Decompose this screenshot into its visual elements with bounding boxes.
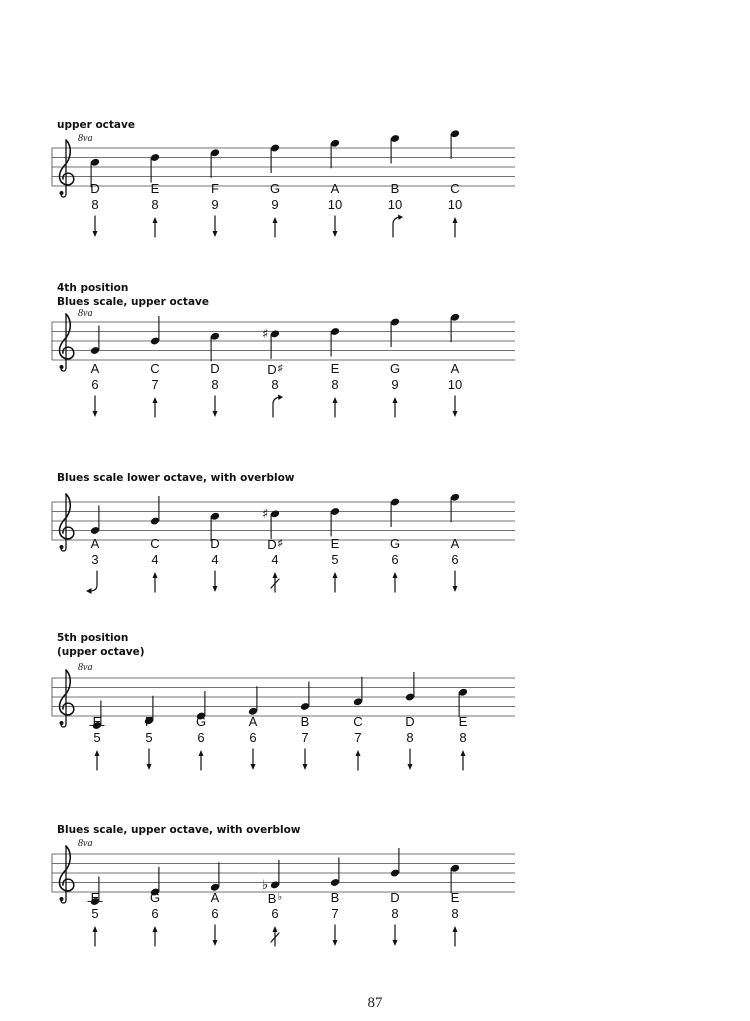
hole-number: 10 — [327, 197, 343, 212]
section-heading: 4th position — [57, 282, 129, 294]
note-letter: B — [330, 890, 340, 905]
hole-number-row — [0, 552, 750, 568]
note-letter: A — [90, 536, 100, 551]
hole-number: 6 — [249, 730, 257, 745]
note-head — [262, 860, 280, 893]
note-letter: G — [269, 181, 281, 196]
note-name — [140, 181, 170, 197]
note-letter: A — [248, 714, 258, 729]
draw-arrow-icon — [83, 214, 107, 240]
note-head — [150, 316, 160, 346]
hole-number: 6 — [151, 906, 159, 921]
note-letter: E — [92, 714, 102, 729]
note-name — [440, 181, 470, 197]
note-letter: A — [450, 361, 460, 376]
blow-arrow-icon — [143, 569, 167, 595]
note-name — [380, 361, 410, 377]
note-letter: E — [458, 714, 468, 729]
draw-arrow-icon — [83, 394, 107, 420]
draw-arrow-icon — [137, 747, 161, 773]
note-letter: D — [405, 714, 415, 729]
hole-number: 10 — [387, 197, 403, 212]
note-name — [260, 890, 290, 907]
note-letter: D — [390, 890, 400, 905]
hole-number: 5 — [93, 730, 101, 745]
note-letter: A — [450, 536, 460, 551]
note-name — [343, 714, 373, 730]
note-name — [380, 890, 410, 906]
hole-number: 8 — [211, 377, 219, 392]
note-letter: B — [267, 891, 277, 906]
hole-number: 8 — [451, 906, 459, 921]
note-head — [390, 497, 400, 527]
hole-number: 6 — [391, 552, 399, 567]
draw-arrow-icon — [398, 747, 422, 773]
note-name-row — [0, 714, 750, 730]
note-name — [80, 890, 110, 906]
note-accidental: ♭ — [277, 892, 283, 903]
note-letter: G — [149, 890, 161, 905]
note-name — [440, 890, 470, 906]
hole-number: 8 — [406, 730, 414, 745]
draw-arrow-icon — [203, 214, 227, 240]
hole-number: 4 — [271, 552, 279, 567]
note-head — [390, 317, 400, 347]
hole-number: 8 — [151, 197, 159, 212]
note-name — [200, 361, 230, 377]
note-head — [248, 686, 258, 716]
section-heading: Blues scale, upper octave, with overblow — [57, 824, 301, 836]
blow-arrow-icon — [443, 923, 467, 949]
note-head — [450, 864, 460, 894]
ottava-mark: 8va — [78, 662, 93, 673]
hole-number: 7 — [331, 906, 339, 921]
note-name — [320, 181, 350, 197]
note-name — [440, 361, 470, 377]
blow-arrow-icon — [143, 214, 167, 240]
hole-number: 9 — [211, 197, 219, 212]
note-letter: A — [90, 361, 100, 376]
blow-bend-arrow-icon — [383, 214, 407, 240]
note-name — [260, 361, 290, 378]
blow-arrow-icon — [83, 923, 107, 949]
note-head — [390, 134, 400, 164]
hole-number: 7 — [354, 730, 362, 745]
note-head — [150, 496, 160, 526]
note-name — [380, 536, 410, 552]
note-head — [90, 506, 100, 536]
note-name — [200, 181, 230, 197]
hole-number: 8 — [459, 730, 467, 745]
section-heading: Blues scale lower octave, with overblow — [57, 472, 295, 484]
note-name — [140, 536, 170, 552]
hole-number: 10 — [447, 377, 463, 392]
note-name — [320, 536, 350, 552]
hole-number: 5 — [145, 730, 153, 745]
note-accidental: ♯ — [277, 363, 283, 374]
hole-number: 7 — [151, 377, 159, 392]
blow-arrow-icon — [263, 214, 287, 240]
draw-arrow-icon — [293, 747, 317, 773]
ottava-mark: 8va — [78, 133, 93, 144]
draw-arrow-icon — [323, 923, 347, 949]
draw-arrow-icon — [241, 747, 265, 773]
note-letter: A — [330, 181, 340, 196]
section-heading: upper octave — [57, 119, 135, 131]
note-letter: A — [210, 890, 220, 905]
note-name-row — [0, 181, 750, 197]
note-name — [440, 536, 470, 552]
accidental-glyph: ♯ — [262, 506, 269, 522]
note-letter: D — [210, 361, 220, 376]
draw-arrow-icon — [383, 923, 407, 949]
overblow-arrow-icon — [263, 923, 287, 949]
note-head — [330, 327, 340, 357]
hole-number: 6 — [197, 730, 205, 745]
blow-arrow-icon — [85, 747, 109, 773]
note-name — [80, 361, 110, 377]
note-name — [200, 890, 230, 906]
blow-arrow-icon — [346, 747, 370, 773]
section-heading: (upper octave) — [57, 646, 145, 658]
page-number: 87 — [367, 995, 383, 1011]
note-head — [330, 507, 340, 537]
note-name — [448, 714, 478, 730]
note-letter: D — [90, 181, 100, 196]
note-head — [210, 862, 220, 892]
note-name — [186, 714, 216, 730]
note-head — [210, 148, 220, 178]
ottava-mark: 8va — [78, 838, 93, 849]
hole-number: 8 — [271, 377, 279, 392]
note-letter: D — [210, 536, 220, 551]
note-head — [450, 493, 460, 523]
note-name-row — [0, 536, 750, 552]
note-letter: E — [90, 890, 100, 905]
draw-arrow-icon — [443, 569, 467, 595]
blow-arrow-icon — [443, 214, 467, 240]
note-letter: F — [211, 181, 219, 196]
note-letter: C — [450, 181, 460, 196]
note-head — [458, 688, 468, 718]
note-name — [380, 181, 410, 197]
note-name-row — [0, 361, 750, 377]
note-name — [200, 536, 230, 552]
note-head — [300, 682, 310, 712]
note-name — [80, 536, 110, 552]
note-name — [320, 890, 350, 906]
note-name — [260, 536, 290, 553]
draw-arrow-icon — [443, 394, 467, 420]
blow-arrow-icon — [383, 569, 407, 595]
hole-number: 4 — [151, 552, 159, 567]
note-name — [290, 714, 320, 730]
note-letter: B — [300, 714, 310, 729]
note-letter: G — [389, 361, 401, 376]
draw-arrow-icon — [203, 923, 227, 949]
draw-arrow-icon — [203, 394, 227, 420]
blow-arrow-icon — [451, 747, 475, 773]
note-letter: B — [390, 181, 400, 196]
blow-arrow-icon — [143, 923, 167, 949]
blow-arrow-icon — [143, 394, 167, 420]
blow-arrow-icon — [323, 569, 347, 595]
section-heading: Blues scale, upper octave — [57, 296, 209, 308]
note-letter: G — [195, 714, 207, 729]
note-head — [330, 139, 340, 169]
hole-number: 6 — [211, 906, 219, 921]
note-name — [82, 714, 112, 730]
note-letter: C — [353, 714, 363, 729]
note-name — [320, 361, 350, 377]
note-name — [80, 181, 110, 197]
note-head — [450, 313, 460, 343]
note-name — [395, 714, 425, 730]
note-head — [210, 332, 220, 362]
hole-number: 9 — [271, 197, 279, 212]
note-name — [238, 714, 268, 730]
hole-number: 5 — [331, 552, 339, 567]
note-head — [450, 129, 460, 159]
hole-number: 6 — [91, 377, 99, 392]
hole-number: 9 — [391, 377, 399, 392]
hole-number-row — [0, 377, 750, 393]
note-head — [270, 143, 280, 173]
note-head — [390, 848, 400, 878]
overblow-arrow-icon — [263, 569, 287, 595]
note-letter: E — [450, 890, 460, 905]
hole-number: 8 — [331, 377, 339, 392]
draw-arrow-icon — [323, 214, 347, 240]
blow-arrow-icon — [189, 747, 213, 773]
note-letter: C — [150, 361, 160, 376]
hole-number: 8 — [391, 906, 399, 921]
note-name — [134, 714, 164, 730]
note-name — [140, 361, 170, 377]
draw-arrow-icon — [203, 569, 227, 595]
accidental-glyph: ♯ — [262, 326, 269, 342]
note-head — [405, 672, 415, 702]
note-accidental: ♯ — [277, 538, 283, 549]
hole-number: 6 — [451, 552, 459, 567]
blow-arrow-icon — [383, 394, 407, 420]
note-name — [140, 890, 170, 906]
blow-arrow-icon — [323, 394, 347, 420]
hole-number-row — [0, 197, 750, 213]
note-name-row — [0, 890, 750, 906]
note-letter: E — [150, 181, 160, 196]
blow-bend-arrow-icon — [263, 394, 287, 420]
ottava-mark: 8va — [78, 308, 93, 319]
note-letter: G — [389, 536, 401, 551]
hole-number: 4 — [211, 552, 219, 567]
note-head — [150, 153, 160, 183]
hole-number: 3 — [91, 552, 99, 567]
accidental-glyph: ♭ — [262, 877, 269, 893]
hole-number: 7 — [301, 730, 309, 745]
section-heading: 5th position — [57, 632, 129, 644]
note-letter: C — [150, 536, 160, 551]
note-letter: D — [267, 537, 277, 552]
hole-number: 8 — [91, 197, 99, 212]
note-head — [90, 326, 100, 356]
note-head — [330, 858, 340, 888]
hole-number: 5 — [91, 906, 99, 921]
note-name — [260, 181, 290, 197]
hole-number-row — [0, 730, 750, 746]
hole-number: 6 — [271, 906, 279, 921]
note-letter: E — [330, 361, 340, 376]
note-letter: E — [330, 536, 340, 551]
hole-number: 10 — [447, 197, 463, 212]
hole-number-row — [0, 906, 750, 922]
note-letter: D — [267, 362, 277, 377]
note-head — [353, 677, 363, 707]
note-letter: F — [145, 714, 153, 729]
draw-bend-arrow-icon — [83, 569, 107, 595]
